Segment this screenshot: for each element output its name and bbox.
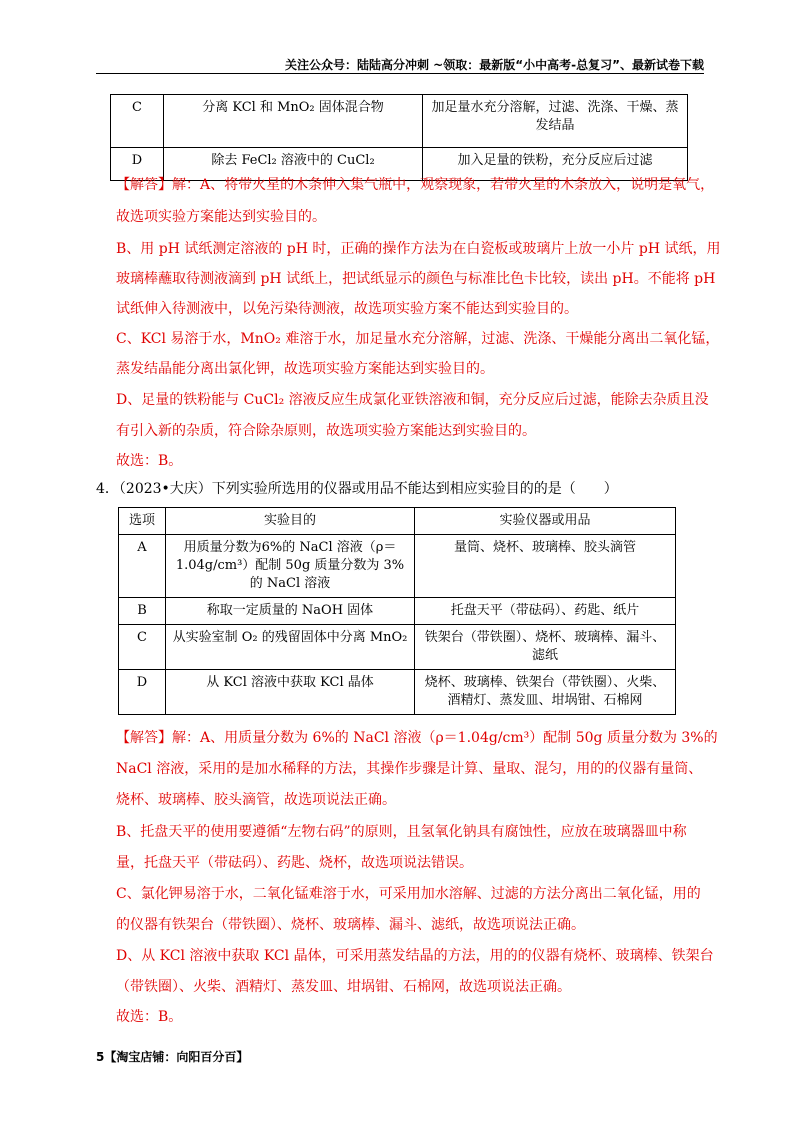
table-row <box>119 670 676 715</box>
page-footer <box>96 1048 248 1065</box>
answer3-line: 蒸发结晶能分离出氯化钾，故选项实验方案能达到实验目的。 <box>116 361 494 377</box>
answer4-line: NaCl 溶液，采用的是加水稀释的方法，其操作步骤是计算、量取、混匀，用的的仪器有量筒、 <box>116 761 703 777</box>
method-cell: 加足量水充分溶解，过滤、洗涤、干燥、蒸发结晶 <box>423 95 688 148</box>
answer4-line: （带铁圈）、火柴、酒精灯、蒸发皿、坩埚钳、石棉网，故选项说法正确。 <box>116 979 571 995</box>
table-row <box>119 625 676 670</box>
purpose-cell: 从实验室制 O₂ 的残留固体中分离 MnO₂ <box>166 625 415 670</box>
question4-text: 4．（2023•大庆）下列实验所选用的仪器或用品不能达到相应实验目的的是（ ） <box>96 481 618 497</box>
header-cell: 实验仪器或用品 <box>415 508 676 535</box>
question4-table <box>118 507 676 715</box>
answer4-line: 【解答】解：A、用质量分数为 6%的 NaCl 溶液（ρ＝1.04g/cm³）配制 50g 质量分数为 3%的 <box>116 730 718 746</box>
page-header: 关注公众号：陆陆高分冲刺 ~领取：最新版“小中高考-总复习”、最新试卷下载 <box>285 58 704 72</box>
page-number: 5 <box>96 1050 105 1064</box>
option-cell: C <box>119 625 166 670</box>
question3-options-table <box>110 94 688 181</box>
answer3-line: B、用 pH 试纸测定溶液的 pH 时，正确的操作方法为在白瓷板或玻璃片上放一小片 pH 试纸，用 <box>116 241 721 257</box>
answer4-line: D、从 KCl 溶液中获取 KCl 晶体，可采用蒸发结晶的方法，用的的仪器有烧杯、玻璃棒、铁架台 <box>116 948 714 964</box>
option-cell: A <box>119 535 166 598</box>
option-cell: D <box>119 670 166 715</box>
answer3-line: C、KCl 易溶于水，MnO₂ 难溶于水，加足量水充分溶解，过滤、洗涤、干燥能分离出二氧化锰， <box>116 331 720 347</box>
option-cell: D <box>111 148 164 181</box>
method-cell: 加入足量的铁粉，充分反应后过滤 <box>423 148 688 181</box>
answer3-line: 故选：B。 <box>116 453 183 469</box>
table-row <box>119 598 676 625</box>
header-rule <box>96 73 704 74</box>
option-cell: C <box>111 95 164 148</box>
purpose-cell: 分离 KCl 和 MnO₂ 固体混合物 <box>164 95 423 148</box>
answer4-line: C、氯化钾易溶于水，二氧化锰难溶于水，可采用加水溶解、过滤的方法分离出二氧化锰，用的 <box>116 886 701 902</box>
table-row <box>119 535 676 598</box>
answer3-line: 【解答】解：A、将带火星的木条伸入集气瓶中，观察现象，若带火星的木条放入，说明是氧气， <box>116 177 715 193</box>
tools-cell: 量筒、烧杯、玻璃棒、胶头滴管 <box>415 535 676 598</box>
table-row <box>111 95 688 148</box>
answer3-line: 试纸伸入待测液中，以免污染待测液，故选项实验方案不能达到实验目的。 <box>116 301 578 317</box>
answer4-line: 量，托盘天平（带砝码）、药匙、烧杯，故选项说法错误。 <box>116 855 473 871</box>
answer3-line: D、足量的铁粉能与 CuCl₂ 溶液反应生成氯化亚铁溶液和铜，充分反应后过滤，能除去杂质且没 <box>116 392 709 408</box>
answer4-line: 的仪器有铁架台（带铁圈）、烧杯、玻璃棒、漏斗、滤纸，故选项说法正确。 <box>116 917 585 933</box>
purpose-cell: 称取一定质量的 NaOH 固体 <box>166 598 415 625</box>
table-header-row <box>119 508 676 535</box>
header-cell: 实验目的 <box>166 508 415 535</box>
answer3-line: 故选项实验方案能达到实验目的。 <box>116 209 326 225</box>
answer4-line: 故选：B。 <box>116 1009 183 1025</box>
tools-cell: 铁架台（带铁圈）、烧杯、玻璃棒、漏斗、滤纸 <box>415 625 676 670</box>
purpose-cell: 用质量分数为6%的 NaCl 溶液（ρ＝1.04g/cm³）配制 50g 质量分数为 3%的 NaCl 溶液 <box>166 535 415 598</box>
answer4-line: 烧杯、玻璃棒、胶头滴管，故选项说法正确。 <box>116 792 396 808</box>
tools-cell: 托盘天平（带砝码）、药匙、纸片 <box>415 598 676 625</box>
tools-cell: 烧杯、玻璃棒、铁架台（带铁圈）、火柴、酒精灯、蒸发皿、坩埚钳、石棉网 <box>415 670 676 715</box>
shop-info: 【淘宝店铺：向阳百分百】 <box>104 1050 249 1064</box>
answer3-line: 有引入新的杂质，符合除杂原则，故选项实验方案能达到实验目的。 <box>116 423 536 439</box>
purpose-cell: 从 KCl 溶液中获取 KCl 晶体 <box>166 670 415 715</box>
answer4-line: B、托盘天平的使用要遵循“左物右码”的原则，且氢氧化钠具有腐蚀性，应放在玻璃器皿中称 <box>116 824 687 840</box>
purpose-cell: 除去 FeCl₂ 溶液中的 CuCl₂ <box>164 148 423 181</box>
option-cell: B <box>119 598 166 625</box>
header-cell: 选项 <box>119 508 166 535</box>
answer3-line: 玻璃棒蘸取待测液滴到 pH 试纸上，把试纸显示的颜色与标准比色卡比较，读出 pH。不能将 pH <box>116 271 716 287</box>
